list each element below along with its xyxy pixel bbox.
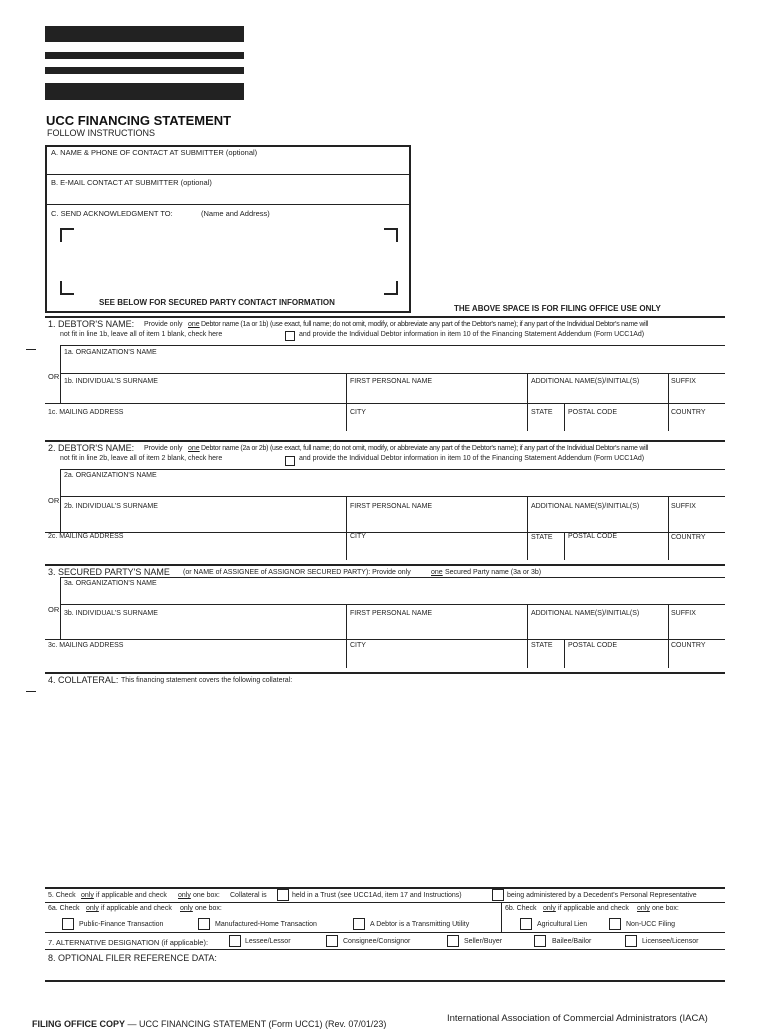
- debtor1-first-field[interactable]: [347, 388, 527, 402]
- secured-first-label: FIRST PERSONAL NAME: [350, 610, 433, 617]
- agricultural-lien-label: Agricultural Lien: [537, 921, 588, 928]
- debtor2-country-field[interactable]: [669, 544, 725, 559]
- header-bar-1: [45, 26, 244, 42]
- debtor2-first-label: FIRST PERSONAL NAME: [350, 503, 433, 510]
- debtor1-instr-line2b: and provide the Individual Debtor information in item 10 of the Financing Statement Addendum (Form UCC1Ad): [299, 331, 645, 338]
- debtor1-org-label: 1a. ORGANIZATION'S NAME: [64, 349, 157, 356]
- debtor1-city-label: CITY: [350, 409, 366, 416]
- lessee-lessor-label: Lessee/Lessor: [245, 938, 291, 945]
- debtor1-heading: 1. DEBTOR'S NAME:: [48, 319, 135, 329]
- debtor2-instr-line2: not fit in line 2b, leave all of item 2 blank, check here: [60, 455, 223, 462]
- non-ucc-filing-checkbox[interactable]: [609, 918, 621, 930]
- debtor1-country-field[interactable]: [669, 418, 725, 431]
- item5-trust-label: held in a Trust (see UCC1Ad, item 17 and Instructions): [292, 892, 462, 899]
- item5-check: 5. Check: [48, 892, 76, 899]
- header-bar-4: [45, 83, 244, 100]
- secured-city-label: CITY: [350, 642, 366, 649]
- debtor2-country-label: COUNTRY: [671, 534, 706, 541]
- debtor2-city-label: CITY: [350, 533, 366, 540]
- item7-label: 7. ALTERNATIVE DESIGNATION (if applicable):: [48, 938, 209, 947]
- item5-only2: only: [178, 892, 191, 899]
- secured-first-field[interactable]: [347, 620, 527, 638]
- collateral-instructions: This financing statement covers the following collateral:: [121, 677, 293, 684]
- debtor1-suffix-field[interactable]: [669, 388, 725, 402]
- secured-state-label: STATE: [531, 642, 553, 649]
- item6b-only: only: [543, 905, 556, 912]
- corner-mark-top-left: [60, 228, 74, 242]
- debtor1-country-label: COUNTRY: [671, 409, 706, 416]
- secured-postal-field[interactable]: [565, 652, 668, 667]
- debtor2-suffix-field[interactable]: [669, 513, 725, 531]
- item5-trust-checkbox[interactable]: [277, 889, 289, 901]
- item6b-only2: only: [637, 905, 650, 912]
- footer-iaca: International Association of Commercial Administrators (IACA): [447, 1013, 708, 1024]
- item6b-post2: one box:: [652, 905, 679, 912]
- item6a-post: if applicable and check: [101, 905, 172, 912]
- seller-buyer-checkbox[interactable]: [447, 935, 459, 947]
- footer-copy: FILING OFFICE COPY: [32, 1019, 126, 1029]
- item5-collateral-is: Collateral is: [230, 892, 267, 899]
- acknowledgment-label: C. SEND ACKNOWLEDGMENT TO:: [51, 209, 173, 218]
- secured-state-field[interactable]: [528, 652, 564, 667]
- debtor2-postal-label: POSTAL CODE: [568, 533, 618, 540]
- debtor2-or: OR: [48, 496, 60, 505]
- collateral-heading: 4. COLLATERAL:: [48, 675, 119, 685]
- debtor2-mailing-label: 2c. MAILING ADDRESS: [48, 533, 124, 540]
- manufactured-home-label: Manufactured-Home Transaction: [215, 921, 317, 928]
- filing-office-space-note: THE ABOVE SPACE IS FOR FILING OFFICE USE ONLY: [454, 304, 661, 313]
- bailee-bailor-checkbox[interactable]: [534, 935, 546, 947]
- debtor2-city-field[interactable]: [347, 543, 527, 559]
- licensee-licensor-label: Licensee/Licensor: [642, 938, 699, 945]
- secured-heading: 3. SECURED PARTY'S NAME: [48, 567, 170, 577]
- item6a-check: 6a. Check: [48, 905, 80, 912]
- licensee-licensor-checkbox[interactable]: [625, 935, 637, 947]
- item5-decedent-label: being administered by a Decedent's Personal Representative: [507, 892, 697, 899]
- debtor1-suffix-label: SUFFIX: [671, 378, 696, 385]
- secured-additional-label: ADDITIONAL NAME(S)/INITIAL(S): [531, 610, 640, 617]
- consignee-consignor-label: Consignee/Consignor: [343, 938, 411, 945]
- form-title: UCC FINANCING STATEMENT: [46, 113, 232, 128]
- debtor2-instr-post: Debtor name (2a or 2b) (use exact, full name; do not omit, modify, or abbreviate any part of the Debtor's name); if any part of the Individual Debtor's name will: [201, 445, 649, 452]
- debtor1-first-label: FIRST PERSONAL NAME: [350, 378, 433, 385]
- corner-mark-bottom-left: [60, 281, 74, 295]
- debtor2-org-label: 2a. ORGANIZATION'S NAME: [64, 472, 157, 479]
- secured-org-label: 3a. ORGANIZATION'S NAME: [64, 580, 157, 587]
- secured-mailing-field[interactable]: [46, 652, 346, 667]
- public-finance-label: Public-Finance Transaction: [79, 921, 164, 928]
- debtor1-instr-pre: Provide only: [144, 321, 183, 328]
- public-finance-checkbox[interactable]: [62, 918, 74, 930]
- debtor1-state-field[interactable]: [528, 418, 564, 431]
- secured-country-field[interactable]: [669, 652, 725, 667]
- manufactured-home-checkbox[interactable]: [198, 918, 210, 930]
- lessee-lessor-checkbox[interactable]: [229, 935, 241, 947]
- debtor2-heading: 2. DEBTOR'S NAME:: [48, 443, 135, 453]
- secured-instr-post: Secured Party name (3a or 3b): [445, 569, 542, 576]
- filer-reference-field[interactable]: [46, 964, 725, 978]
- secured-city-field[interactable]: [347, 652, 527, 667]
- item6b-post: if applicable and check: [558, 905, 629, 912]
- secured-surname-label: 3b. INDIVIDUAL'S SURNAME: [64, 610, 158, 617]
- secured-mailing-label: 3c. MAILING ADDRESS: [48, 642, 124, 649]
- item6b-check: 6b. Check: [505, 905, 537, 912]
- item8-label: 8. OPTIONAL FILER REFERENCE DATA:: [48, 953, 217, 963]
- submitter-email-label: B. E-MAIL CONTACT AT SUBMITTER (optional): [51, 178, 212, 187]
- submitter-email-field[interactable]: [47, 188, 409, 203]
- consignee-consignor-checkbox[interactable]: [326, 935, 338, 947]
- debtor2-state-field[interactable]: [528, 544, 564, 559]
- non-ucc-filing-label: Non-UCC Filing: [626, 921, 676, 928]
- debtor2-surname-field[interactable]: [61, 513, 346, 531]
- secured-additional-field[interactable]: [528, 620, 668, 638]
- debtor2-additional-field[interactable]: [528, 513, 668, 531]
- acknowledgment-note: (Name and Address): [201, 209, 270, 218]
- debtor1-instr-post: Debtor name (1a or 1b) (use exact, full name; do not omit, modify, or abbreviate any part of the Debtor's name); if any part of the Individual Debtor's name will: [201, 321, 649, 328]
- debtor1-postal-label: POSTAL CODE: [568, 409, 618, 416]
- debtor2-state-label: STATE: [531, 534, 553, 541]
- transmitting-utility-checkbox[interactable]: [353, 918, 365, 930]
- secured-suffix-field[interactable]: [669, 620, 725, 638]
- debtor2-org-field[interactable]: [61, 481, 725, 495]
- debtor2-instr-line2b: and provide the Individual Debtor information in item 10 of the Financing Statement Addendum (Form UCC1Ad): [299, 455, 645, 462]
- debtor1-mailing-field[interactable]: [46, 418, 346, 431]
- debtor1-instr-line2: not fit in line 1b, leave all of item 1 blank, check here: [60, 331, 223, 338]
- seller-buyer-label: Seller/Buyer: [464, 938, 503, 945]
- debtor1-individual-checkbox[interactable]: [285, 331, 295, 341]
- debtor2-postal-field[interactable]: [565, 543, 668, 559]
- secured-org-field[interactable]: [61, 589, 725, 603]
- item6a-only2: only: [180, 905, 193, 912]
- submitter-contact-label: A. NAME & PHONE OF CONTACT AT SUBMITTER (optional): [51, 148, 258, 157]
- collateral-field[interactable]: [46, 688, 725, 884]
- corner-mark-bottom-right: [384, 281, 398, 295]
- follow-instructions: FOLLOW INSTRUCTIONS: [47, 128, 156, 138]
- secured-instr-one: one: [431, 569, 443, 576]
- debtor1-additional-field[interactable]: [528, 388, 668, 402]
- secured-postal-label: POSTAL CODE: [568, 642, 618, 649]
- submitter-contact-field[interactable]: [47, 158, 409, 173]
- debtor2-individual-checkbox[interactable]: [285, 456, 295, 466]
- item6a-only: only: [86, 905, 99, 912]
- debtor1-additional-label: ADDITIONAL NAME(S)/INITIAL(S): [531, 378, 640, 385]
- debtor2-suffix-label: SUFFIX: [671, 503, 696, 510]
- secured-surname-field[interactable]: [61, 620, 346, 638]
- header-bar-2: [45, 52, 244, 59]
- footer-form: UCC FINANCING STATEMENT (Form UCC1) (Rev. 07/01/23): [139, 1019, 387, 1029]
- secured-suffix-label: SUFFIX: [671, 610, 696, 617]
- debtor1-postal-field[interactable]: [565, 418, 668, 431]
- debtor1-mailing-label: 1c. MAILING ADDRESS: [48, 409, 124, 416]
- secured-instr: (or NAME of ASSIGNEE of ASSIGNOR SECURED PARTY): Provide only: [183, 569, 411, 576]
- secured-or: OR: [48, 605, 60, 614]
- debtor2-instr-one: one: [188, 445, 200, 452]
- transmitting-utility-label: A Debtor is a Transmitting Utility: [370, 921, 470, 928]
- item5-only: only: [81, 892, 94, 899]
- footer-form-id: [32, 1019, 386, 1029]
- margin-mark-1: [26, 349, 36, 350]
- see-below-note: SEE BELOW FOR SECURED PARTY CONTACT INFORMATION: [99, 298, 335, 307]
- debtor1-org-field[interactable]: [61, 358, 725, 370]
- item6a-post2: one box:: [195, 905, 222, 912]
- debtor2-additional-label: ADDITIONAL NAME(S)/INITIAL(S): [531, 503, 640, 510]
- item5-post: if applicable and check: [96, 892, 167, 899]
- secured-country-label: COUNTRY: [671, 642, 706, 649]
- debtor1-surname-label: 1b. INDIVIDUAL'S SURNAME: [64, 378, 158, 385]
- debtor1-state-label: STATE: [531, 409, 553, 416]
- debtor2-first-field[interactable]: [347, 513, 527, 531]
- debtor1-instr-one: one: [188, 321, 200, 328]
- debtor1-surname-field[interactable]: [61, 388, 346, 402]
- debtor2-instr-pre: Provide only: [144, 445, 183, 452]
- corner-mark-top-right: [384, 228, 398, 242]
- debtor2-mailing-field[interactable]: [46, 543, 346, 559]
- debtor1-or: OR: [48, 372, 60, 381]
- item5-decedent-checkbox[interactable]: [492, 889, 504, 901]
- debtor2-surname-label: 2b. INDIVIDUAL'S SURNAME: [64, 503, 158, 510]
- margin-mark-2: [26, 691, 36, 692]
- debtor1-city-field[interactable]: [347, 418, 527, 431]
- header-bar-3: [45, 67, 244, 74]
- acknowledgment-address-field[interactable]: [60, 228, 398, 296]
- bailee-bailor-label: Bailee/Bailor: [552, 938, 592, 945]
- footer-dash: —: [125, 1019, 140, 1029]
- item5-post2: one box:: [193, 892, 220, 899]
- agricultural-lien-checkbox[interactable]: [520, 918, 532, 930]
